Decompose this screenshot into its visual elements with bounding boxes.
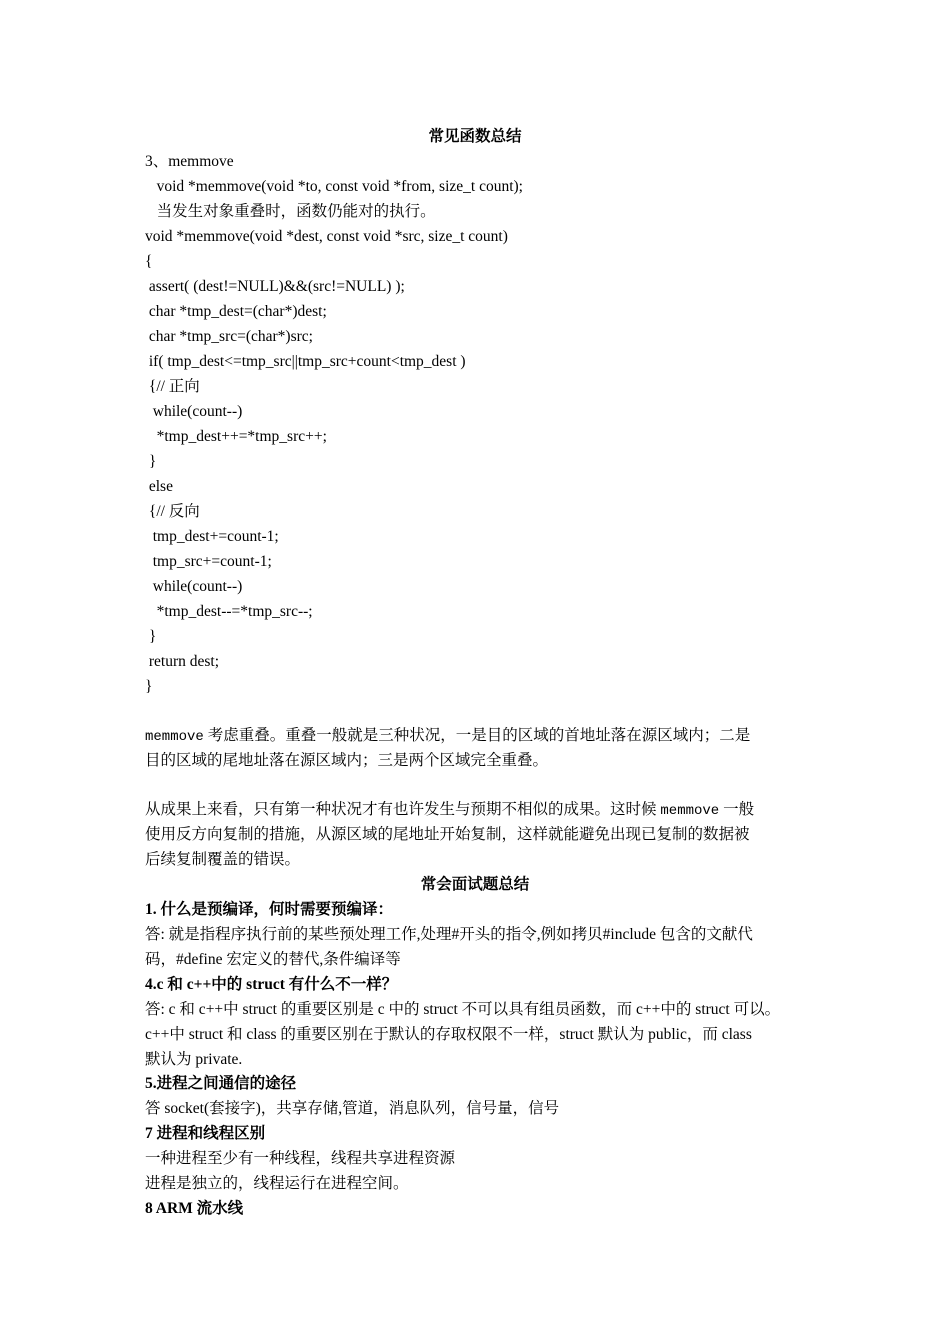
code-line: } <box>145 628 157 645</box>
code-line: return dest; <box>145 653 220 670</box>
code-line: char *tmp_src=(char*)src; <box>145 328 313 345</box>
answer-line: 答: 就是指程序执行前的某些预处理工作,处理#开头的指令,例如拷贝#include 包含的文献代 <box>145 926 753 943</box>
code-line: { <box>145 253 153 270</box>
answer-line: 答 socket(套接字)，共享存储,管道，消息队列，信号量，信号 <box>145 1100 560 1117</box>
code-line: char *tmp_dest=(char*)dest; <box>145 303 327 320</box>
code-line: assert( (dest!=NULL)&&(src!=NULL) ); <box>145 278 405 295</box>
overlap-paragraph-line <box>145 726 750 747</box>
section-title-interview: 常会面试题总结 <box>420 876 530 893</box>
code-line: *tmp_dest++=*tmp_src++; <box>145 428 327 445</box>
code-line: tmp_src+=count-1; <box>145 553 272 570</box>
code-line: void *memmove(void *dest, const void *src, size_t count) <box>145 228 508 245</box>
answer-line: c++中 struct 和 class 的重要区别在于默认的存取权限不一样，struct 默认为 public，而 class <box>145 1026 752 1043</box>
heading-memmove: 3、memmove <box>145 153 234 170</box>
code-line: {// 反向 <box>145 503 200 520</box>
answer-line: 答: c 和 c++中 struct 的重要区别是 c 中的 struct 不可以具有组员函数，而 c++中的 struct 可以。 <box>145 1001 781 1018</box>
code-line: tmp_dest+=count-1; <box>145 528 279 545</box>
memmove-prototype: void *memmove(void *to, const void *from, size_t count); <box>145 178 523 195</box>
code-line: {// 正向 <box>145 378 200 395</box>
answer-line: 进程是独立的，线程运行在进程空间。 <box>145 1175 409 1192</box>
question-heading: 8 ARM 流水线 <box>145 1200 244 1217</box>
result-paragraph-line: 后续复制覆盖的错误。 <box>145 851 301 868</box>
code-line: while(count--) <box>145 403 243 420</box>
memmove-term: memmove <box>660 803 720 819</box>
answer-line: 默认为 private. <box>145 1051 243 1068</box>
question-heading: 4.c 和 c++中的 struct 有什么不一样？ <box>145 976 398 993</box>
result-paragraph-line: 使用反方向复制的措施，从源区域的尾地址开始复制，这样就能避免出现已复制的数据被 <box>145 826 750 843</box>
question-heading: 5.进程之间通信的途径 <box>145 1075 297 1092</box>
result-paragraph-text: 从成果上来看，只有第一种状况才有也许发生与预期不相似的成果。这时候 <box>145 801 661 818</box>
question-heading: 1. 什么是预编译，何时需要预编译： <box>145 901 394 918</box>
memmove-term: memmove <box>145 729 204 745</box>
overlap-paragraph-text: 考虑重叠。重叠一般就是三种状况，一是目的区域的首地址落在源区域内；二是 <box>203 727 751 744</box>
code-line: } <box>145 678 153 695</box>
section-title-functions: 常见函数总结 <box>428 128 522 145</box>
memmove-description: 当发生对象重叠时，函数仍能对的执行。 <box>145 203 436 220</box>
result-paragraph-text: 一般 <box>719 801 755 818</box>
answer-line: 一种进程至少有一种线程，线程共享进程资源 <box>145 1150 456 1167</box>
result-paragraph-line <box>145 800 754 821</box>
code-line: else <box>145 478 173 495</box>
question-heading: 7 进程和线程区别 <box>145 1125 266 1142</box>
code-line: if( tmp_dest<=tmp_src||tmp_src+count<tmp_dest ) <box>145 353 466 370</box>
overlap-paragraph-line: 目的区域的尾地址落在源区域内；三是两个区域完全重叠。 <box>145 752 549 769</box>
answer-line: 码，#define 宏定义的替代,条件编译等 <box>145 951 401 968</box>
code-line: while(count--) <box>145 578 243 595</box>
code-line: *tmp_dest--=*tmp_src--; <box>145 603 313 620</box>
code-line: } <box>145 453 157 470</box>
